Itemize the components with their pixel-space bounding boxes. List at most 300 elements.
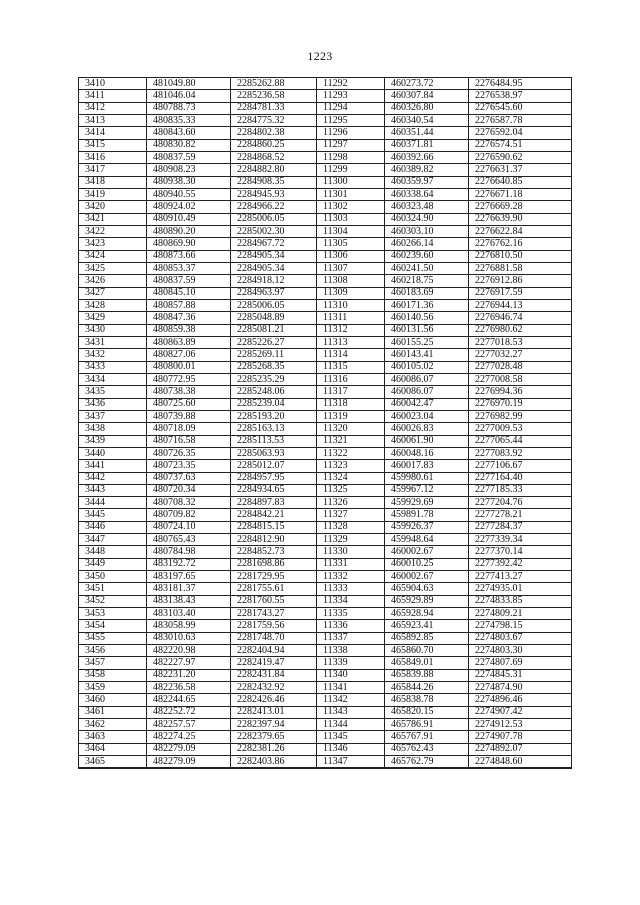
y-coordinate-left-cell: 2284908.35 [231, 176, 317, 188]
table-row [79, 645, 572, 657]
point-id-right-cell: 11327 [317, 509, 385, 521]
x-coordinate-right-cell: 460340.54 [385, 114, 469, 126]
point-id-left-cell: 3432 [79, 349, 147, 361]
y-coordinate-left-cell: 2285236.58 [231, 90, 317, 102]
x-coordinate-right-cell: 465860.70 [385, 645, 469, 657]
x-coordinate-right-cell: 465838.78 [385, 694, 469, 706]
y-coordinate-right-cell: 2276994.36 [469, 386, 572, 398]
x-coordinate-left-cell: 482244.65 [147, 694, 231, 706]
point-id-right-cell: 11304 [317, 225, 385, 237]
table-row [79, 238, 572, 250]
x-coordinate-right-cell: 465762.43 [385, 743, 469, 755]
y-coordinate-right-cell: 2276762.16 [469, 238, 572, 250]
table-row [79, 731, 572, 743]
point-id-right-cell: 11311 [317, 312, 385, 324]
point-id-right-cell: 11292 [317, 78, 385, 90]
y-coordinate-left-cell: 2284815.15 [231, 521, 317, 533]
x-coordinate-left-cell: 480725.60 [147, 398, 231, 410]
x-coordinate-left-cell: 480739.88 [147, 410, 231, 422]
x-coordinate-left-cell: 480890.20 [147, 225, 231, 237]
y-coordinate-right-cell: 2274896.46 [469, 694, 572, 706]
table-row [79, 669, 572, 681]
point-id-left-cell: 3427 [79, 287, 147, 299]
x-coordinate-right-cell: 460326.80 [385, 102, 469, 114]
y-coordinate-left-cell: 2285239.04 [231, 398, 317, 410]
x-coordinate-right-cell: 465844.26 [385, 682, 469, 694]
point-id-right-cell: 11347 [317, 756, 385, 769]
x-coordinate-left-cell: 480908.23 [147, 164, 231, 176]
point-id-left-cell: 3446 [79, 521, 147, 533]
x-coordinate-left-cell: 480924.02 [147, 201, 231, 213]
x-coordinate-left-cell: 482279.09 [147, 756, 231, 769]
table-row [79, 188, 572, 200]
point-id-left-cell: 3436 [79, 398, 147, 410]
point-id-left-cell: 3440 [79, 447, 147, 459]
x-coordinate-right-cell: 460010.25 [385, 558, 469, 570]
point-id-right-cell: 11345 [317, 731, 385, 743]
table-row [79, 176, 572, 188]
x-coordinate-right-cell: 460140.56 [385, 312, 469, 324]
x-coordinate-left-cell: 482220.98 [147, 645, 231, 657]
point-id-right-cell: 11318 [317, 398, 385, 410]
point-id-right-cell: 11302 [317, 201, 385, 213]
y-coordinate-left-cell: 2281729.95 [231, 571, 317, 583]
y-coordinate-left-cell: 2281743.27 [231, 608, 317, 620]
point-id-left-cell: 3449 [79, 558, 147, 570]
point-id-right-cell: 11331 [317, 558, 385, 570]
table-row [79, 608, 572, 620]
point-id-right-cell: 11312 [317, 324, 385, 336]
y-coordinate-right-cell: 2276639.90 [469, 213, 572, 225]
table-row [79, 484, 572, 496]
x-coordinate-left-cell: 480708.32 [147, 497, 231, 509]
y-coordinate-right-cell: 2274803.67 [469, 632, 572, 644]
point-id-right-cell: 11309 [317, 287, 385, 299]
y-coordinate-right-cell: 2276631.37 [469, 164, 572, 176]
point-id-left-cell: 3411 [79, 90, 147, 102]
y-coordinate-right-cell: 2276590.62 [469, 151, 572, 163]
y-coordinate-right-cell: 2274833.85 [469, 595, 572, 607]
table-row [79, 262, 572, 274]
point-id-right-cell: 11335 [317, 608, 385, 620]
table-row [79, 90, 572, 102]
x-coordinate-left-cell: 482274.25 [147, 731, 231, 743]
coordinate-table [78, 77, 572, 769]
y-coordinate-right-cell: 2276574.51 [469, 139, 572, 151]
x-coordinate-right-cell: 460183.69 [385, 287, 469, 299]
table-row [79, 127, 572, 139]
point-id-left-cell: 3433 [79, 361, 147, 373]
y-coordinate-left-cell: 2282419.47 [231, 657, 317, 669]
x-coordinate-left-cell: 480709.82 [147, 509, 231, 521]
x-coordinate-right-cell: 460241.50 [385, 262, 469, 274]
y-coordinate-right-cell: 2276881.58 [469, 262, 572, 274]
y-coordinate-left-cell: 2285006.05 [231, 299, 317, 311]
y-coordinate-left-cell: 2282413.01 [231, 706, 317, 718]
x-coordinate-right-cell: 460351.44 [385, 127, 469, 139]
point-id-right-cell: 11320 [317, 423, 385, 435]
y-coordinate-left-cell: 2284842.21 [231, 509, 317, 521]
y-coordinate-right-cell: 2277284.37 [469, 521, 572, 533]
x-coordinate-left-cell: 480738.38 [147, 386, 231, 398]
y-coordinate-right-cell: 2276810.50 [469, 250, 572, 262]
table-row [79, 756, 572, 769]
x-coordinate-right-cell: 460303.10 [385, 225, 469, 237]
point-id-left-cell: 3444 [79, 497, 147, 509]
point-id-right-cell: 11303 [317, 213, 385, 225]
table-row [79, 472, 572, 484]
x-coordinate-left-cell: 480737.63 [147, 472, 231, 484]
y-coordinate-left-cell: 2284966.22 [231, 201, 317, 213]
y-coordinate-right-cell: 2274907.78 [469, 731, 572, 743]
y-coordinate-left-cell: 2281698.86 [231, 558, 317, 570]
table-row [79, 743, 572, 755]
table-row [79, 706, 572, 718]
table-row [79, 447, 572, 459]
point-id-left-cell: 3430 [79, 324, 147, 336]
point-id-left-cell: 3435 [79, 386, 147, 398]
coordinate-table-body [79, 78, 572, 769]
y-coordinate-right-cell: 2276545.60 [469, 102, 572, 114]
point-id-right-cell: 11295 [317, 114, 385, 126]
point-id-left-cell: 3429 [79, 312, 147, 324]
x-coordinate-left-cell: 480788.73 [147, 102, 231, 114]
table-row [79, 102, 572, 114]
x-coordinate-left-cell: 483138.43 [147, 595, 231, 607]
y-coordinate-left-cell: 2284905.34 [231, 250, 317, 262]
page-number: 1223 [307, 49, 333, 63]
x-coordinate-right-cell: 459980.61 [385, 472, 469, 484]
y-coordinate-right-cell: 2274912.53 [469, 719, 572, 731]
y-coordinate-left-cell: 2285248.06 [231, 386, 317, 398]
table-row [79, 497, 572, 509]
y-coordinate-right-cell: 2277032.27 [469, 349, 572, 361]
y-coordinate-right-cell: 2277164.40 [469, 472, 572, 484]
point-id-left-cell: 3425 [79, 262, 147, 274]
x-coordinate-left-cell: 480847.36 [147, 312, 231, 324]
point-id-right-cell: 11298 [317, 151, 385, 163]
point-id-left-cell: 3439 [79, 435, 147, 447]
y-coordinate-right-cell: 2276538.97 [469, 90, 572, 102]
x-coordinate-right-cell: 460017.83 [385, 460, 469, 472]
point-id-right-cell: 11306 [317, 250, 385, 262]
table-row [79, 719, 572, 731]
x-coordinate-right-cell: 459929.69 [385, 497, 469, 509]
y-coordinate-left-cell: 2285113.53 [231, 435, 317, 447]
table-row [79, 361, 572, 373]
table-row [79, 151, 572, 163]
point-id-right-cell: 11341 [317, 682, 385, 694]
y-coordinate-left-cell: 2285262.88 [231, 78, 317, 90]
y-coordinate-left-cell: 2285002.30 [231, 225, 317, 237]
x-coordinate-left-cell: 482231.20 [147, 669, 231, 681]
y-coordinate-left-cell: 2285193.20 [231, 410, 317, 422]
x-coordinate-right-cell: 465892.85 [385, 632, 469, 644]
point-id-left-cell: 3464 [79, 743, 147, 755]
y-coordinate-left-cell: 2282397.94 [231, 719, 317, 731]
table-row [79, 620, 572, 632]
y-coordinate-right-cell: 2274845.31 [469, 669, 572, 681]
x-coordinate-right-cell: 460324.90 [385, 213, 469, 225]
y-coordinate-right-cell: 2277413.27 [469, 571, 572, 583]
point-id-right-cell: 11346 [317, 743, 385, 755]
x-coordinate-left-cell: 480718.09 [147, 423, 231, 435]
point-id-left-cell: 3458 [79, 669, 147, 681]
table-row [79, 312, 572, 324]
y-coordinate-left-cell: 2285268.35 [231, 361, 317, 373]
point-id-right-cell: 11313 [317, 336, 385, 348]
y-coordinate-right-cell: 2274935.01 [469, 583, 572, 595]
point-id-right-cell: 11334 [317, 595, 385, 607]
x-coordinate-right-cell: 460048.16 [385, 447, 469, 459]
point-id-left-cell: 3431 [79, 336, 147, 348]
y-coordinate-left-cell: 2284963.97 [231, 287, 317, 299]
y-coordinate-left-cell: 2285012.07 [231, 460, 317, 472]
table-row [79, 114, 572, 126]
table-row [79, 435, 572, 447]
x-coordinate-left-cell: 480873.66 [147, 250, 231, 262]
y-coordinate-left-cell: 2285006.05 [231, 213, 317, 225]
point-id-right-cell: 11343 [317, 706, 385, 718]
y-coordinate-right-cell: 2274848.60 [469, 756, 572, 769]
x-coordinate-right-cell: 460002.67 [385, 546, 469, 558]
x-coordinate-left-cell: 481046.04 [147, 90, 231, 102]
point-id-right-cell: 11330 [317, 546, 385, 558]
point-id-right-cell: 11308 [317, 275, 385, 287]
x-coordinate-left-cell: 483197.65 [147, 571, 231, 583]
x-coordinate-left-cell: 480772.95 [147, 373, 231, 385]
table-row [79, 225, 572, 237]
x-coordinate-left-cell: 480830.82 [147, 139, 231, 151]
y-coordinate-right-cell: 2277106.67 [469, 460, 572, 472]
point-id-right-cell: 11316 [317, 373, 385, 385]
y-coordinate-right-cell: 2274907.42 [469, 706, 572, 718]
table-row [79, 632, 572, 644]
table-row [79, 287, 572, 299]
table-row [79, 558, 572, 570]
point-id-left-cell: 3423 [79, 238, 147, 250]
table-row [79, 275, 572, 287]
y-coordinate-right-cell: 2277204.76 [469, 497, 572, 509]
point-id-right-cell: 11344 [317, 719, 385, 731]
point-id-left-cell: 3463 [79, 731, 147, 743]
table-row [79, 139, 572, 151]
table-row [79, 682, 572, 694]
x-coordinate-right-cell: 465928.94 [385, 608, 469, 620]
y-coordinate-left-cell: 2284812.90 [231, 534, 317, 546]
x-coordinate-left-cell: 480857.88 [147, 299, 231, 311]
point-id-left-cell: 3434 [79, 373, 147, 385]
x-coordinate-right-cell: 460392.66 [385, 151, 469, 163]
point-id-left-cell: 3442 [79, 472, 147, 484]
y-coordinate-right-cell: 2274874.90 [469, 682, 572, 694]
point-id-left-cell: 3415 [79, 139, 147, 151]
table-row [79, 349, 572, 361]
y-coordinate-right-cell: 2276912.86 [469, 275, 572, 287]
y-coordinate-right-cell: 2276484.95 [469, 78, 572, 90]
point-id-right-cell: 11342 [317, 694, 385, 706]
point-id-left-cell: 3465 [79, 756, 147, 769]
x-coordinate-left-cell: 482279.09 [147, 743, 231, 755]
point-id-left-cell: 3410 [79, 78, 147, 90]
point-id-left-cell: 3461 [79, 706, 147, 718]
point-id-left-cell: 3453 [79, 608, 147, 620]
y-coordinate-left-cell: 2285226.27 [231, 336, 317, 348]
table-row [79, 250, 572, 262]
point-id-right-cell: 11296 [317, 127, 385, 139]
x-coordinate-left-cell: 480800.01 [147, 361, 231, 373]
point-id-right-cell: 11299 [317, 164, 385, 176]
x-coordinate-right-cell: 465767.91 [385, 731, 469, 743]
y-coordinate-left-cell: 2282379.65 [231, 731, 317, 743]
y-coordinate-right-cell: 2274803.30 [469, 645, 572, 657]
point-id-right-cell: 11323 [317, 460, 385, 472]
x-coordinate-right-cell: 460338.64 [385, 188, 469, 200]
y-coordinate-left-cell: 2282431.84 [231, 669, 317, 681]
x-coordinate-left-cell: 480837.59 [147, 151, 231, 163]
y-coordinate-left-cell: 2284868.52 [231, 151, 317, 163]
x-coordinate-left-cell: 483192.72 [147, 558, 231, 570]
x-coordinate-left-cell: 482227.97 [147, 657, 231, 669]
y-coordinate-right-cell: 2276587.78 [469, 114, 572, 126]
point-id-left-cell: 3447 [79, 534, 147, 546]
table-row [79, 546, 572, 558]
x-coordinate-right-cell: 465929.89 [385, 595, 469, 607]
x-coordinate-right-cell: 460023.04 [385, 410, 469, 422]
x-coordinate-left-cell: 481049.80 [147, 78, 231, 90]
point-id-left-cell: 3422 [79, 225, 147, 237]
y-coordinate-left-cell: 2285081.21 [231, 324, 317, 336]
point-id-left-cell: 3462 [79, 719, 147, 731]
y-coordinate-left-cell: 2284967.72 [231, 238, 317, 250]
point-id-left-cell: 3419 [79, 188, 147, 200]
x-coordinate-right-cell: 460026.83 [385, 423, 469, 435]
y-coordinate-right-cell: 2276622.84 [469, 225, 572, 237]
table-row [79, 336, 572, 348]
table-row [79, 213, 572, 225]
x-coordinate-right-cell: 460359.97 [385, 176, 469, 188]
point-id-right-cell: 11307 [317, 262, 385, 274]
x-coordinate-right-cell: 465786.91 [385, 719, 469, 731]
point-id-right-cell: 11333 [317, 583, 385, 595]
point-id-right-cell: 11319 [317, 410, 385, 422]
y-coordinate-right-cell: 2277009.53 [469, 423, 572, 435]
point-id-left-cell: 3420 [79, 201, 147, 213]
y-coordinate-right-cell: 2277083.92 [469, 447, 572, 459]
x-coordinate-left-cell: 480845.10 [147, 287, 231, 299]
y-coordinate-left-cell: 2285048.89 [231, 312, 317, 324]
x-coordinate-left-cell: 482252.72 [147, 706, 231, 718]
point-id-right-cell: 11305 [317, 238, 385, 250]
y-coordinate-right-cell: 2276944.13 [469, 299, 572, 311]
y-coordinate-left-cell: 2284957.95 [231, 472, 317, 484]
point-id-left-cell: 3452 [79, 595, 147, 607]
y-coordinate-left-cell: 2285163.13 [231, 423, 317, 435]
table-row [79, 583, 572, 595]
table-row [79, 521, 572, 533]
y-coordinate-left-cell: 2284882.80 [231, 164, 317, 176]
x-coordinate-right-cell: 460323.48 [385, 201, 469, 213]
point-id-left-cell: 3457 [79, 657, 147, 669]
x-coordinate-left-cell: 480837.59 [147, 275, 231, 287]
table-row [79, 201, 572, 213]
y-coordinate-right-cell: 2277065.44 [469, 435, 572, 447]
point-id-right-cell: 11314 [317, 349, 385, 361]
x-coordinate-left-cell: 480724.10 [147, 521, 231, 533]
x-coordinate-right-cell: 460266.14 [385, 238, 469, 250]
point-id-left-cell: 3460 [79, 694, 147, 706]
table-row [79, 423, 572, 435]
point-id-left-cell: 3438 [79, 423, 147, 435]
y-coordinate-left-cell: 2285269.11 [231, 349, 317, 361]
y-coordinate-left-cell: 2281748.70 [231, 632, 317, 644]
x-coordinate-left-cell: 480835.33 [147, 114, 231, 126]
x-coordinate-right-cell: 460155.25 [385, 336, 469, 348]
x-coordinate-right-cell: 460086.07 [385, 386, 469, 398]
x-coordinate-right-cell: 460171.36 [385, 299, 469, 311]
x-coordinate-left-cell: 480869.90 [147, 238, 231, 250]
x-coordinate-right-cell: 460042.47 [385, 398, 469, 410]
point-id-left-cell: 3455 [79, 632, 147, 644]
y-coordinate-right-cell: 2277392.42 [469, 558, 572, 570]
point-id-right-cell: 11324 [317, 472, 385, 484]
point-id-right-cell: 11315 [317, 361, 385, 373]
y-coordinate-right-cell: 2277278.21 [469, 509, 572, 521]
point-id-right-cell: 11301 [317, 188, 385, 200]
x-coordinate-left-cell: 482236.58 [147, 682, 231, 694]
point-id-left-cell: 3426 [79, 275, 147, 287]
table-row [79, 164, 572, 176]
y-coordinate-right-cell: 2276671.18 [469, 188, 572, 200]
point-id-left-cell: 3417 [79, 164, 147, 176]
point-id-left-cell: 3454 [79, 620, 147, 632]
x-coordinate-right-cell: 465839.88 [385, 669, 469, 681]
y-coordinate-right-cell: 2274892.07 [469, 743, 572, 755]
point-id-left-cell: 3448 [79, 546, 147, 558]
x-coordinate-right-cell: 460239.60 [385, 250, 469, 262]
point-id-left-cell: 3459 [79, 682, 147, 694]
y-coordinate-left-cell: 2284802.38 [231, 127, 317, 139]
y-coordinate-left-cell: 2282381.26 [231, 743, 317, 755]
x-coordinate-left-cell: 483058.99 [147, 620, 231, 632]
y-coordinate-right-cell: 2276980.62 [469, 324, 572, 336]
y-coordinate-left-cell: 2284905.34 [231, 262, 317, 274]
point-id-left-cell: 3451 [79, 583, 147, 595]
x-coordinate-left-cell: 483103.40 [147, 608, 231, 620]
table-row [79, 509, 572, 521]
point-id-right-cell: 11300 [317, 176, 385, 188]
x-coordinate-left-cell: 480940.55 [147, 188, 231, 200]
point-id-left-cell: 3428 [79, 299, 147, 311]
y-coordinate-right-cell: 2276970.19 [469, 398, 572, 410]
y-coordinate-right-cell: 2276917.59 [469, 287, 572, 299]
point-id-right-cell: 11293 [317, 90, 385, 102]
point-id-right-cell: 11328 [317, 521, 385, 533]
x-coordinate-right-cell: 465762.79 [385, 756, 469, 769]
x-coordinate-left-cell: 480863.89 [147, 336, 231, 348]
point-id-right-cell: 11325 [317, 484, 385, 496]
y-coordinate-left-cell: 2285235.29 [231, 373, 317, 385]
x-coordinate-right-cell: 459948.64 [385, 534, 469, 546]
y-coordinate-right-cell: 2274807.69 [469, 657, 572, 669]
x-coordinate-right-cell: 460389.82 [385, 164, 469, 176]
x-coordinate-right-cell: 460086.07 [385, 373, 469, 385]
table-row [79, 373, 572, 385]
point-id-left-cell: 3443 [79, 484, 147, 496]
y-coordinate-right-cell: 2276982.99 [469, 410, 572, 422]
y-coordinate-right-cell: 2276669.28 [469, 201, 572, 213]
y-coordinate-left-cell: 2282403.86 [231, 756, 317, 769]
